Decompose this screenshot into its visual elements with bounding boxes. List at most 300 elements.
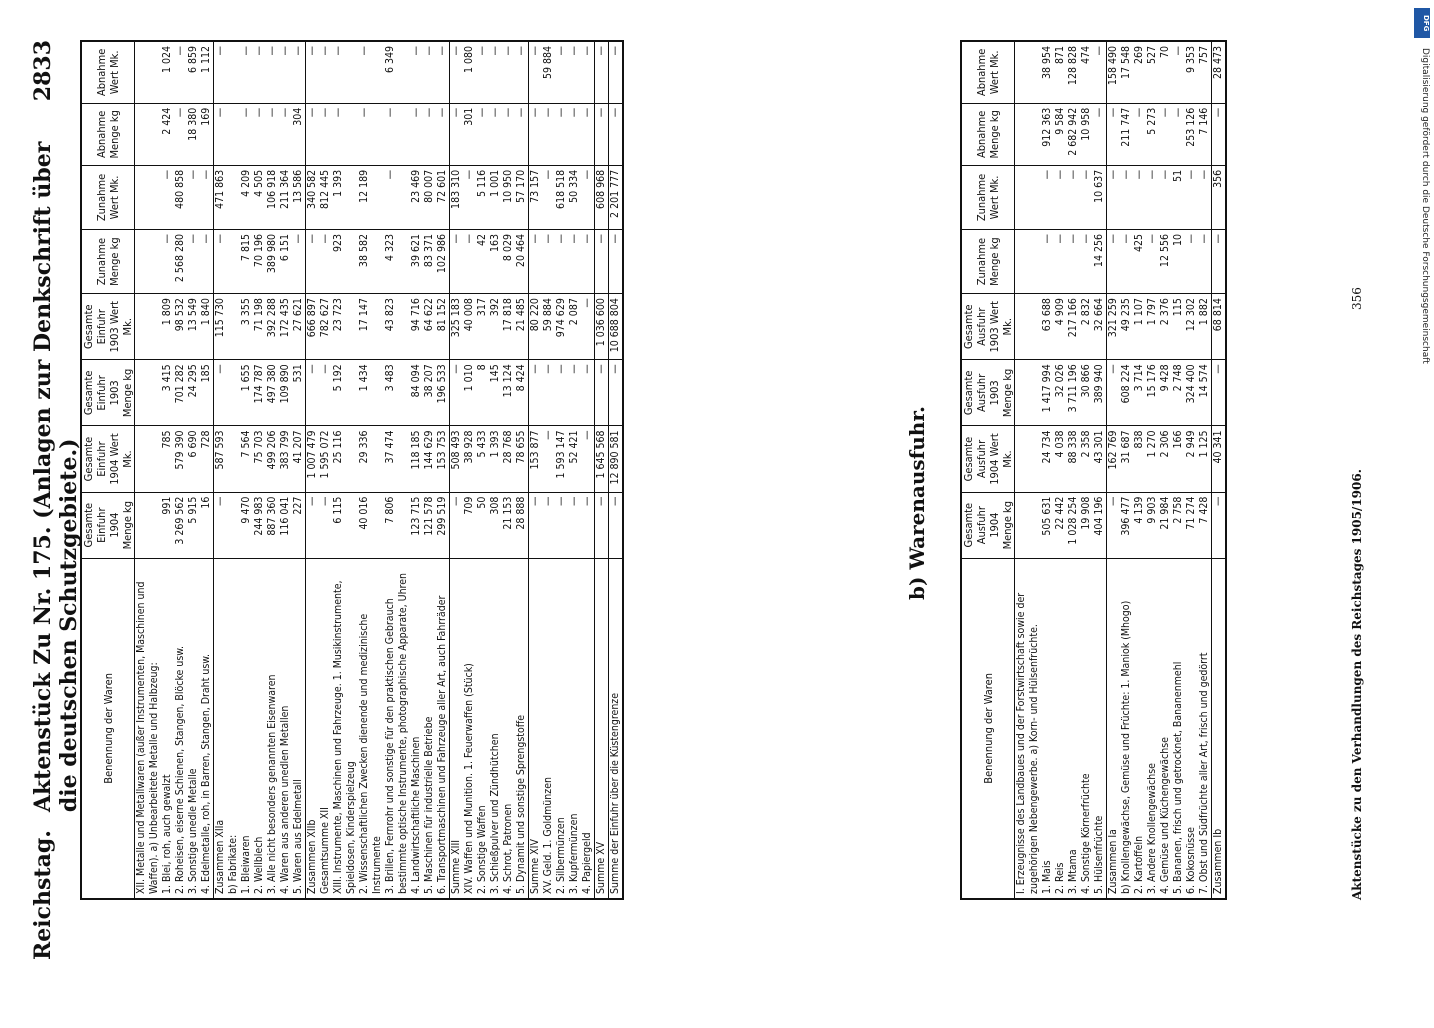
table-cell: 527 <box>1146 41 1159 103</box>
table-cell: 6 690 <box>187 426 200 492</box>
table-row <box>410 41 423 899</box>
table-row <box>1146 41 1159 899</box>
table-cell: 1 024 <box>161 41 174 103</box>
table-cell <box>135 41 162 103</box>
table-cell: — <box>502 103 515 165</box>
table-cell: — <box>609 230 624 294</box>
row-label: 2. Wissenschaftlichen Zwecken dienende und medizinische Instrumente <box>358 558 384 899</box>
table-cell: — <box>529 41 543 103</box>
table-cell: — <box>568 230 581 294</box>
table-cell: — <box>581 103 595 165</box>
table-cell: — <box>1067 165 1080 229</box>
table-cell <box>1015 41 1042 103</box>
table-cell: 144 629 <box>423 426 436 492</box>
table-cell: 505 631 <box>1041 492 1054 558</box>
row-label: 5. Hülsenfrüchte <box>1093 558 1107 899</box>
table-cell: 51 <box>1172 165 1185 229</box>
table-cell: — <box>1159 103 1172 165</box>
row-label: 2. Reis <box>1054 558 1067 899</box>
export-table <box>960 40 1227 900</box>
table-cell: 2 949 <box>1185 426 1198 492</box>
table-cell: — <box>384 103 410 165</box>
table-row <box>214 41 228 899</box>
table-cell: 20 464 <box>515 230 529 294</box>
table-cell: 162 769 <box>1107 426 1121 492</box>
table-cell: — <box>1212 492 1227 558</box>
table-cell <box>227 294 240 360</box>
export-heading: b) Warenausfuhr. <box>905 405 929 600</box>
table-cell: 22 442 <box>1054 492 1067 558</box>
row-label: 1. Bleiwaren <box>240 558 253 899</box>
table-cell <box>1015 492 1042 558</box>
column-header: Abnahme Wert Mk. <box>961 41 1015 103</box>
column-header: Benennung der Waren <box>961 558 1015 899</box>
table-cell: — <box>555 230 568 294</box>
table-cell: 7 806 <box>384 492 410 558</box>
table-cell: 39 621 <box>410 230 423 294</box>
table-cell: 145 <box>489 360 502 426</box>
row-label: Gesamtsumme XII <box>319 558 332 899</box>
table-cell: 392 <box>489 294 502 360</box>
table-row <box>1080 41 1093 899</box>
table-cell: 383 799 <box>279 426 292 492</box>
row-label: 2. Wellblech <box>253 558 266 899</box>
table-cell: 40 016 <box>358 492 384 558</box>
table-cell: 2 358 <box>1080 426 1093 492</box>
table-cell: 73 157 <box>529 165 543 229</box>
table-cell: 4 323 <box>384 230 410 294</box>
table-cell: 6 349 <box>384 41 410 103</box>
table-cell: 81 152 <box>436 294 450 360</box>
table-cell: — <box>568 360 581 426</box>
table-cell: 782 627 <box>319 294 332 360</box>
table-cell: 666 897 <box>306 294 320 360</box>
table-cell: — <box>1054 230 1067 294</box>
table-cell: 18 380 <box>187 103 200 165</box>
column-header: Gesamte Einfuhr 1904 Menge kg <box>81 492 135 558</box>
table-cell <box>135 426 162 492</box>
table-cell: — <box>436 103 450 165</box>
table-cell <box>227 165 240 229</box>
table-cell: — <box>266 103 279 165</box>
table-cell: 115 <box>1172 294 1185 360</box>
row-label: Zusammen XIIb <box>306 558 320 899</box>
table-cell: 1 645 568 <box>595 426 609 492</box>
table-cell: 9 903 <box>1146 492 1159 558</box>
row-label: 4. Waren aus anderen unedlen Metallen <box>279 558 292 899</box>
table-row <box>358 41 384 899</box>
table-cell: — <box>568 103 581 165</box>
table-cell: — <box>581 230 595 294</box>
table-cell: — <box>1146 165 1159 229</box>
table-cell: 12 556 <box>1159 230 1172 294</box>
table-cell: — <box>253 41 266 103</box>
table-cell: 474 <box>1080 41 1093 103</box>
table-cell: 8 <box>476 360 489 426</box>
table-cell: — <box>1093 103 1107 165</box>
table-cell: — <box>1107 492 1121 558</box>
table-cell: 13 549 <box>187 294 200 360</box>
table-cell: 211 747 <box>1120 103 1133 165</box>
row-label: 6. Kokosnüsse <box>1185 558 1198 899</box>
table-cell: 28 888 <box>515 492 529 558</box>
table-cell: — <box>529 360 543 426</box>
table-cell: — <box>1133 103 1146 165</box>
table-cell <box>227 426 240 492</box>
table-cell: 10 <box>1172 230 1185 294</box>
table-cell: — <box>1107 360 1121 426</box>
table-cell: 21 153 <box>502 492 515 558</box>
table-cell: 2 306 <box>1159 426 1172 492</box>
table-cell: 244 983 <box>253 492 266 558</box>
table-cell: — <box>279 103 292 165</box>
table-cell: 389 940 <box>1093 360 1107 426</box>
table-cell: — <box>476 41 489 103</box>
table-cell: 531 <box>292 360 306 426</box>
table-cell: 88 338 <box>1067 426 1080 492</box>
table-cell: 340 582 <box>306 165 320 229</box>
table-cell: 106 918 <box>266 165 279 229</box>
table-cell: — <box>292 41 306 103</box>
page-header <box>30 40 82 960</box>
table-row <box>463 41 476 899</box>
table-cell: — <box>319 103 332 165</box>
table-cell: 5 433 <box>476 426 489 492</box>
table-row <box>1185 41 1198 899</box>
row-label: Zusammen Ib <box>1212 558 1227 899</box>
table-row <box>292 41 306 899</box>
table-cell: 121 578 <box>423 492 436 558</box>
table-cell: 9 353 <box>1185 41 1198 103</box>
table-cell: 153 877 <box>529 426 543 492</box>
table-cell: 70 <box>1159 41 1172 103</box>
row-label: 1. Blei, roh, auch gewalzt <box>161 558 174 899</box>
table-cell: 3 415 <box>161 360 174 426</box>
table-cell: 42 <box>476 230 489 294</box>
table-cell: 579 390 <box>174 426 187 492</box>
column-header: Abnahme Wert Mk. <box>81 41 135 103</box>
table-row <box>306 41 320 899</box>
table-cell: 10 950 <box>502 165 515 229</box>
table-cell: 321 259 <box>1107 294 1121 360</box>
table-cell: 404 196 <box>1093 492 1107 558</box>
table-row <box>266 41 279 899</box>
table-cell: 499 206 <box>266 426 279 492</box>
table-cell <box>135 360 162 426</box>
table-cell: 2 424 <box>161 103 174 165</box>
table-cell: — <box>200 165 214 229</box>
table-cell <box>227 492 240 558</box>
table-cell: 991 <box>161 492 174 558</box>
table-cell: — <box>1198 165 1212 229</box>
table-cell: — <box>568 41 581 103</box>
table-cell: — <box>358 103 384 165</box>
table-cell: — <box>609 41 624 103</box>
table-cell: — <box>581 360 595 426</box>
table-cell: 75 703 <box>253 426 266 492</box>
row-label: 3. Schießpulver und Zündhütchen <box>489 558 502 899</box>
table-cell <box>1015 103 1042 165</box>
table-cell: — <box>436 41 450 103</box>
table-cell: — <box>542 103 555 165</box>
table-cell: — <box>1120 230 1133 294</box>
dfg-logo: DFG <box>1414 8 1430 38</box>
table-cell: 5 915 <box>187 492 200 558</box>
table-cell: 1 007 479 <box>306 426 320 492</box>
table-row <box>1159 41 1172 899</box>
table-cell: 12 302 <box>1185 294 1198 360</box>
table-cell: 116 041 <box>279 492 292 558</box>
table-cell: 10 688 804 <box>609 294 624 360</box>
table-cell: 701 282 <box>174 360 187 426</box>
table-cell: — <box>450 103 464 165</box>
table-cell: — <box>542 230 555 294</box>
table-row <box>1054 41 1067 899</box>
table-cell: — <box>542 426 555 492</box>
table-cell: 396 477 <box>1120 492 1133 558</box>
table-cell: — <box>489 41 502 103</box>
table-cell: 163 <box>489 230 502 294</box>
table-cell: — <box>1198 230 1212 294</box>
table-cell: — <box>266 41 279 103</box>
table-cell: — <box>595 360 609 426</box>
table-cell: — <box>1185 165 1198 229</box>
table-cell: 425 <box>1133 230 1146 294</box>
table-cell: 8 424 <box>515 360 529 426</box>
column-header: Zunahme Wert Mk. <box>81 165 135 229</box>
table-row <box>384 41 410 899</box>
table-cell: — <box>306 492 320 558</box>
table-row <box>1120 41 1133 899</box>
table-cell: 185 <box>200 360 214 426</box>
table-cell: — <box>1212 360 1227 426</box>
row-label: XIII. Instrumente, Maschinen und Fahrzeuge. 1. Musikinstrumente, Spieldosen, Kinderspielzeug <box>332 558 358 899</box>
table-cell: 128 828 <box>1067 41 1080 103</box>
table-cell <box>135 165 162 229</box>
table-cell: 1 797 <box>1146 294 1159 360</box>
table-cell: 812 445 <box>319 165 332 229</box>
table-cell: 49 235 <box>1120 294 1133 360</box>
table-cell: 324 400 <box>1185 360 1198 426</box>
table-cell: 2 201 777 <box>609 165 624 229</box>
row-label: 1. Mais <box>1041 558 1054 899</box>
table-cell: 325 183 <box>450 294 464 360</box>
table-cell <box>135 492 162 558</box>
table-cell: — <box>515 103 529 165</box>
table-cell: 6 859 <box>187 41 200 103</box>
table-cell: — <box>555 41 568 103</box>
column-header: Zunahme Wert Mk. <box>961 165 1015 229</box>
table-cell: 8 029 <box>502 230 515 294</box>
table-cell: 392 288 <box>266 294 279 360</box>
table-cell: — <box>306 360 320 426</box>
row-label: 3. Kupfermünzen <box>568 558 581 899</box>
table-cell: — <box>463 165 476 229</box>
row-label: 2. Silbermünzen <box>555 558 568 899</box>
row-label: 5. Bananen, frisch und getrocknet, Bananenmehl <box>1172 558 1185 899</box>
table-cell: 2 682 942 <box>1067 103 1080 165</box>
table-cell: 304 <box>292 103 306 165</box>
table-cell: — <box>384 165 410 229</box>
row-label: 5. Waren aus Edelmetall <box>292 558 306 899</box>
table-cell: 3 714 <box>1133 360 1146 426</box>
page-number: 2833 <box>30 40 56 102</box>
table-cell: 196 533 <box>436 360 450 426</box>
table-cell: 23 469 <box>410 165 423 229</box>
table-row <box>436 41 450 899</box>
row-label: 3. Mtama <box>1067 558 1080 899</box>
table-row <box>542 41 555 899</box>
table-cell: 28 473 <box>1212 41 1227 103</box>
table-cell: — <box>423 41 436 103</box>
table-cell: 838 <box>1133 426 1146 492</box>
table-cell: 608 224 <box>1120 360 1133 426</box>
table-cell: — <box>1041 230 1054 294</box>
table-row <box>319 41 332 899</box>
table-cell: 17 818 <box>502 294 515 360</box>
table-cell: — <box>529 230 543 294</box>
table-cell: — <box>542 360 555 426</box>
table-cell: — <box>187 165 200 229</box>
table-cell: — <box>595 41 609 103</box>
column-header: Gesamte Ausfuhr 1903 Menge kg <box>961 360 1015 426</box>
row-label: 7. Obst und Südfrüchte aller Art, frisch und gedörrt <box>1198 558 1212 899</box>
table-cell: 71 198 <box>253 294 266 360</box>
table-cell: 15 176 <box>1146 360 1159 426</box>
table-cell: 6 151 <box>279 230 292 294</box>
table-cell: 40 341 <box>1212 426 1227 492</box>
header-title: Aktenstück Zu Nr. 175. (Anlagen zur Denkschrift über die deutschen Schutzgebiete.) <box>30 141 82 813</box>
table-cell <box>227 360 240 426</box>
table-cell: — <box>581 41 595 103</box>
table-row <box>1015 41 1042 899</box>
table-cell: — <box>319 230 332 294</box>
row-label: 3. Brillen, Fernrohr und sonstige für den praktischen Gebrauch bestimmte optische Instrumente, photographische Apparate, Uhren <box>384 558 410 899</box>
table-cell: 59 884 <box>542 41 555 103</box>
table-row <box>529 41 543 899</box>
column-header: Zunahme Menge kg <box>961 230 1015 294</box>
table-cell: — <box>240 103 253 165</box>
table-row <box>1212 41 1227 899</box>
table-cell: — <box>1041 165 1054 229</box>
table-cell: — <box>292 230 306 294</box>
table-cell: — <box>581 294 595 360</box>
table-cell: 5 192 <box>332 360 358 426</box>
table-row <box>1107 41 1121 899</box>
table-cell: — <box>161 230 174 294</box>
table-cell: 123 715 <box>410 492 423 558</box>
table-cell: — <box>1107 103 1121 165</box>
table-cell: 1 080 <box>463 41 476 103</box>
table-cell: 37 474 <box>384 426 410 492</box>
footer-left: Aktenstücke zu den Verhandlungen des Reichstages 1905/1906. <box>1350 469 1364 900</box>
table-cell: 115 730 <box>214 294 228 360</box>
table-cell: 1 882 <box>1198 294 1212 360</box>
table-cell: 166 <box>1172 426 1185 492</box>
table-cell: 2 758 <box>1172 492 1185 558</box>
table-cell: 7 815 <box>240 230 253 294</box>
table-row <box>187 41 200 899</box>
table-cell: 4 139 <box>1133 492 1146 558</box>
table-cell: — <box>1054 165 1067 229</box>
table-cell: 30 866 <box>1080 360 1093 426</box>
table-cell: 38 928 <box>463 426 476 492</box>
table-cell: 471 863 <box>214 165 228 229</box>
table-cell: — <box>410 41 423 103</box>
table-cell: 169 <box>200 103 214 165</box>
table-cell: 172 435 <box>279 294 292 360</box>
table-cell: — <box>200 230 214 294</box>
table-cell: 52 421 <box>568 426 581 492</box>
table-cell: 3 269 562 <box>174 492 187 558</box>
table-cell: 709 <box>463 492 476 558</box>
table-cell <box>1015 294 1042 360</box>
table-cell: — <box>253 103 266 165</box>
column-header: Gesamte Einfuhr 1903 Wert Mk. <box>81 294 135 360</box>
table-cell: 7 564 <box>240 426 253 492</box>
table-cell: 17 147 <box>358 294 384 360</box>
import-table <box>80 40 624 900</box>
table-cell <box>135 294 162 360</box>
column-header: Gesamte Einfuhr 1904 Wert Mk. <box>81 426 135 492</box>
table-cell: — <box>358 41 384 103</box>
table-cell: 1 434 <box>358 360 384 426</box>
table-cell: — <box>174 41 187 103</box>
table-cell: 317 <box>476 294 489 360</box>
table-cell: 2 376 <box>1159 294 1172 360</box>
table-row <box>1041 41 1054 899</box>
table-cell: — <box>279 41 292 103</box>
table-cell: — <box>214 230 228 294</box>
table-row <box>595 41 609 899</box>
table-cell: 1 270 <box>1146 426 1159 492</box>
table-cell: — <box>515 41 529 103</box>
table-cell: — <box>1120 165 1133 229</box>
table-cell: 38 207 <box>423 360 436 426</box>
row-label: 4. Gemüse und Küchengewächse <box>1159 558 1172 899</box>
table-cell: 887 360 <box>266 492 279 558</box>
table-cell: 9 584 <box>1054 103 1067 165</box>
table-row <box>555 41 568 899</box>
table-cell: — <box>332 41 358 103</box>
table-row <box>161 41 174 899</box>
table-cell: — <box>595 103 609 165</box>
row-label: Zusammen Ia <box>1107 558 1121 899</box>
table-cell: — <box>214 360 228 426</box>
table-cell: — <box>423 103 436 165</box>
table-cell: 13 124 <box>502 360 515 426</box>
table-cell: — <box>1146 230 1159 294</box>
table-cell: — <box>502 41 515 103</box>
table-cell: 389 980 <box>266 230 279 294</box>
row-label: Summe XIII <box>450 558 464 899</box>
table-cell: — <box>476 103 489 165</box>
table-cell: — <box>542 492 555 558</box>
table-cell: 68 814 <box>1212 294 1227 360</box>
table-cell: — <box>581 426 595 492</box>
table-cell: — <box>410 103 423 165</box>
table-cell: — <box>1212 103 1227 165</box>
table-cell: 301 <box>463 103 476 165</box>
table-cell: — <box>450 41 464 103</box>
table-cell: 38 582 <box>358 230 384 294</box>
table-cell: 1 125 <box>1198 426 1212 492</box>
table-cell: 12 890 581 <box>609 426 624 492</box>
row-label: 2. Kartoffeln <box>1133 558 1146 899</box>
dfg-credit: Digitalisierung gefördert durch die Deutsche Forschungsgemeinschaft <box>1420 48 1430 364</box>
table-cell: — <box>214 41 228 103</box>
table-cell <box>1015 426 1042 492</box>
